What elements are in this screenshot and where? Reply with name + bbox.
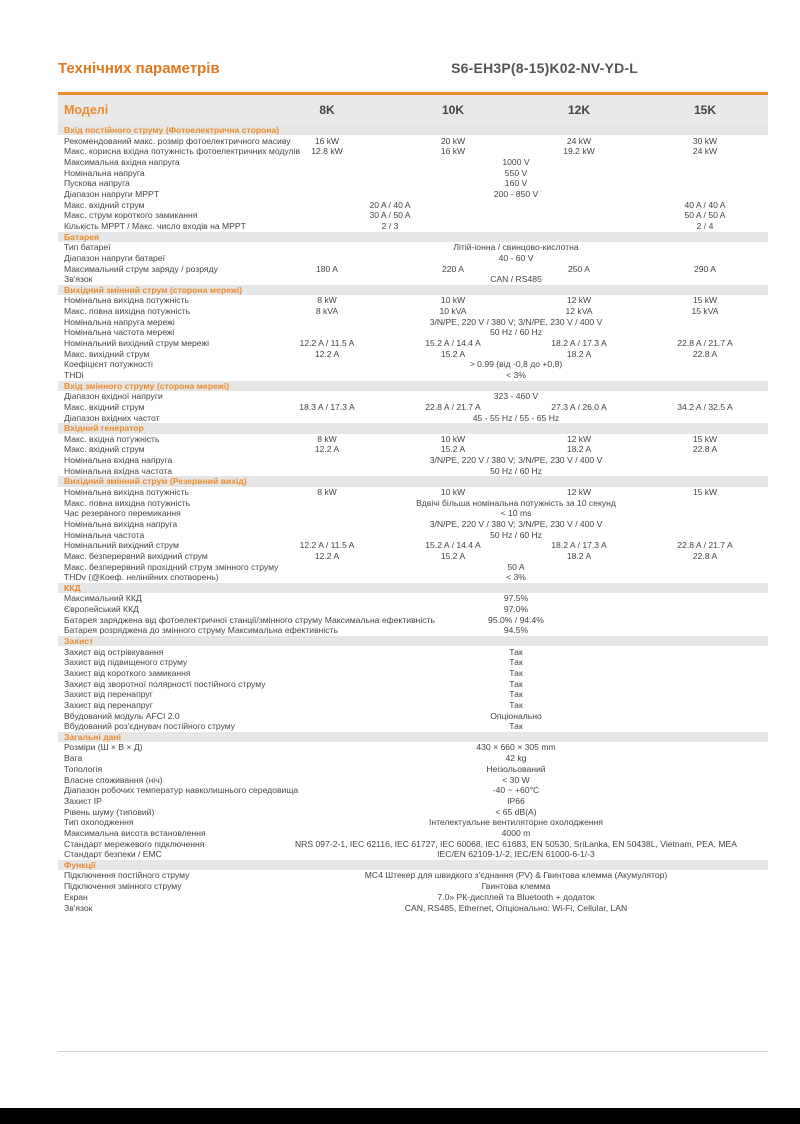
table-row (58, 764, 768, 775)
bottom-bar (0, 1108, 800, 1124)
value-cell: 8 kW (317, 433, 337, 444)
row-label: Розміри (Ш × В × Д) (64, 742, 143, 753)
value-cell: 15 kW (692, 486, 718, 497)
row-label: Пускова напруга (64, 178, 130, 189)
table-row (58, 892, 768, 903)
row-label: Європейський ККД (64, 604, 139, 615)
value-cell-all-models: Так (509, 689, 523, 700)
row-label: Діапазон напруги батареї (64, 252, 165, 263)
value-cell: 15.2 A / 14.4 A (425, 540, 481, 551)
section-header-row (58, 125, 768, 135)
value-cell-all-models: Так (509, 646, 523, 657)
value-cell: 18.2 A (566, 348, 592, 359)
table-row (58, 529, 768, 540)
value-cell: 27.3 A / 26.0 A (551, 401, 607, 412)
table-row (58, 178, 768, 189)
table-row (58, 604, 768, 615)
table-row (58, 221, 768, 232)
table-row (58, 391, 768, 402)
value-cell-8k-12k: 30 A / 50 A (369, 210, 411, 221)
value-cell: 16 kW (314, 135, 340, 146)
value-cell: 12.2 A (314, 444, 340, 455)
value-cell-all-models: < 65 dB(A) (495, 806, 537, 817)
table-row (58, 135, 768, 146)
table-row (58, 167, 768, 178)
table-row (58, 306, 768, 317)
row-label: Захист від короткого замикання (64, 667, 191, 678)
value-cell-all-models: 323 - 460 V (493, 391, 539, 402)
row-label: Час резервного перемикання (64, 508, 181, 519)
row-label: Вбудований модуль AFCI 2.0 (64, 710, 180, 721)
table-row (58, 572, 768, 583)
value-cell: 15 kW (692, 295, 718, 306)
table-row (58, 189, 768, 200)
value-cell: 15.2 A (440, 348, 466, 359)
value-cell: 16 kW (440, 146, 466, 157)
value-cell-all-models: 97.5% (503, 593, 529, 604)
value-cell-all-models: Вдвічі більша номінальна потужність за 10 секунд (416, 497, 616, 508)
row-label: Захист від зворотної полярності постійного струму (64, 678, 266, 689)
value-cell: 290 A (694, 263, 716, 274)
value-cell-all-models: Так (509, 667, 523, 678)
table-row (58, 327, 768, 338)
table-row (58, 317, 768, 328)
section-filler (390, 381, 768, 391)
table-row (58, 497, 768, 508)
value-cell: 180 A (316, 263, 338, 274)
table-row (58, 253, 768, 264)
table-row (58, 455, 768, 466)
row-label: Діапазон вхідних частот (64, 412, 160, 423)
value-cell: 15.2 A / 14.4 A (425, 338, 481, 349)
value-cell-all-models: Так (509, 678, 523, 689)
row-label: Номінальна частота (64, 529, 145, 540)
row-label: Номінальна напруга мережі (64, 316, 175, 327)
value-cell-all-models: 1000 V (502, 156, 530, 167)
table-row (58, 668, 768, 679)
empty-cell (516, 200, 642, 211)
section-header-row (58, 423, 768, 433)
row-label: Максимальна висота встановлення (64, 827, 206, 838)
value-cell: 34.2 A / 32.5 A (677, 401, 733, 412)
section-title: Вихідний змінний струм (сторона мережі) (58, 285, 390, 295)
row-label: Топологія (64, 763, 103, 774)
section-header-row (58, 636, 768, 646)
value-cell-15k: 40 A / 40 A (684, 199, 726, 210)
row-label: Максимальний струм заряду / розряду (64, 263, 218, 274)
value-cell: 10 kW (440, 433, 466, 444)
row-label: Макс. вхідний струм (64, 199, 145, 210)
row-label: Коефіцієнт потужності (64, 359, 153, 370)
table-row (58, 359, 768, 370)
row-label: Номінальна вихідна потужність (64, 486, 190, 497)
value-cell-all-models: 430 × 660 × 305 mm (476, 742, 556, 753)
value-cell-all-models: Неізольований (486, 763, 546, 774)
row-label: Номінальна вихідна потужність (64, 295, 190, 306)
value-cell-all-models: 45 - 55 Hz / 55 - 65 Hz (472, 412, 560, 423)
value-cell-all-models: IEC/EN 62109-1/-2, IEC/EN 61000-6-1/-3 (437, 849, 595, 860)
value-cell: 18.3 A / 17.3 A (299, 401, 355, 412)
row-label: Макс. повна вихідна потужність (64, 497, 191, 508)
table-row (58, 263, 768, 274)
table-row (58, 849, 768, 860)
section-title: Батарея (58, 232, 390, 242)
row-label: Діапазон робочих температур навколишнього середовища (64, 785, 299, 796)
table-row (58, 711, 768, 722)
row-label: Макс. корисна вхідна потужність фотоелектричних модулів (64, 146, 301, 157)
row-label: Вага (64, 753, 83, 764)
row-label: Номінальний вихідний струм (64, 540, 179, 551)
value-cell-all-models: Так (509, 721, 523, 732)
table-row (58, 625, 768, 636)
value-cell-all-models: < 3% (506, 370, 526, 381)
value-cell: 8 kW (317, 295, 337, 306)
row-label: Макс. повна вихідна потужність (64, 305, 191, 316)
value-cell: 22.8 A / 21.7 A (677, 540, 733, 551)
row-label: Номінальна вхідна напруга (64, 455, 173, 466)
value-cell: 24 kW (692, 146, 718, 157)
row-label: Рекомендований макс. розмір фотоелектричного масиву (64, 135, 291, 146)
table-row (58, 700, 768, 711)
value-cell-all-models: 50 Hz / 60 Hz (489, 465, 543, 476)
table-row (58, 806, 768, 817)
value-cell: 15 kVA (691, 305, 719, 316)
table-row (58, 742, 768, 753)
document-title: Технічних параметрів (58, 60, 220, 77)
table-row (58, 434, 768, 445)
table-row (58, 902, 768, 913)
value-cell: 12 kVA (565, 305, 593, 316)
table-row (58, 774, 768, 785)
model-header: 10K (390, 94, 516, 126)
value-cell-all-models: Опціонально (490, 710, 542, 721)
row-label: Зв'язок (64, 274, 93, 285)
section-header-row (58, 583, 768, 593)
row-label: Макс. безперервний прохідний струм змінного струму (64, 561, 279, 572)
spec-table (58, 92, 768, 913)
title-row (58, 60, 768, 82)
value-cell: 18.2 A (566, 550, 592, 561)
value-cell-all-models: Так (509, 657, 523, 668)
value-cell: 22.8 A (692, 444, 718, 455)
row-label: Стандарт безпеки / EMC (64, 849, 162, 860)
value-cell: 24 kW (566, 135, 592, 146)
value-cell: 20 kW (440, 135, 466, 146)
value-cell-15k: 2 / 4 (696, 221, 714, 232)
table-row (58, 657, 768, 668)
table-row (58, 338, 768, 349)
value-cell-15k: 50 A / 50 A (684, 210, 726, 221)
table-row (58, 466, 768, 477)
table-row (58, 274, 768, 285)
section-title: Загальні дані (58, 732, 390, 742)
table-row (58, 817, 768, 828)
value-cell: 10 kW (440, 295, 466, 306)
row-label: Екран (64, 891, 88, 902)
table-row (58, 412, 768, 423)
section-header-row (58, 476, 768, 486)
section-filler (390, 232, 768, 242)
table-header-row (58, 94, 768, 126)
value-cell-all-models: 7.0» РК-дисплей та Bluetooth + додаток (437, 891, 595, 902)
table-row (58, 295, 768, 306)
value-cell-all-models: Гвинтова клемма (481, 881, 551, 892)
value-cell: 18.2 A / 17.3 A (551, 540, 607, 551)
value-cell: 12 kW (566, 295, 592, 306)
table-row (58, 370, 768, 381)
row-label: Тип батареї (64, 242, 111, 253)
row-label: Номінальна вхідна частота (64, 465, 173, 476)
row-label: Захист від перенапруг (64, 689, 153, 700)
value-cell: 18.2 A / 17.3 A (551, 338, 607, 349)
section-title: Вхідний генератор (58, 423, 390, 433)
value-cell-8k-12k: 2 / 3 (381, 221, 399, 232)
value-cell: 12.2 A (314, 348, 340, 359)
value-cell-all-models: 40 - 60 V (498, 252, 534, 263)
row-label: Вбудований роз'єднувач постійного струму (64, 721, 236, 732)
value-cell-all-models: 200 - 850 V (493, 188, 539, 199)
section-filler (390, 732, 768, 742)
table-row (58, 646, 768, 657)
value-cell-all-models: 97.0% (503, 604, 529, 615)
value-cell-all-models: 3/N/PE, 220 V / 380 V; 3/N/PE, 230 V / 400 V (429, 316, 603, 327)
value-cell-all-models: 4000 m (501, 827, 531, 838)
value-cell: 22.8 A / 21.7 A (425, 401, 481, 412)
row-label: THDi (64, 370, 84, 381)
row-label: Підключення змінного струму (64, 881, 182, 892)
models-header-label: Моделі (58, 94, 264, 126)
value-cell-all-models: Так (509, 700, 523, 711)
table-row (58, 796, 768, 807)
table-row (58, 785, 768, 796)
value-cell: 15 kW (692, 433, 718, 444)
value-cell-all-models: < 3% (506, 572, 526, 583)
divider (58, 1051, 768, 1052)
table-row (58, 519, 768, 530)
value-cell: 15.2 A (440, 444, 466, 455)
row-label: Батарея розряджена до змінного струму Максимальна ефективність (64, 625, 339, 636)
row-label: Номінальна напруга (64, 167, 145, 178)
section-header-row (58, 232, 768, 242)
value-cell: 22.8 A (692, 348, 718, 359)
value-cell-all-models: 50 A (507, 561, 525, 572)
section-title: Функції (58, 860, 390, 870)
row-label: Макс. безперервний вихідний струм (64, 550, 208, 561)
model-header: 12K (516, 94, 642, 126)
row-label: Батарея заряджена від фотоелектричної станції/змінного струму Максимальна ефективність (64, 614, 436, 625)
value-cell: 10 kVA (439, 305, 467, 316)
row-label: Кількість MPPT / Макс. число входів на MPPT (64, 221, 246, 232)
value-cell-all-models: 42 kg (505, 753, 527, 764)
value-cell: 12.2 A / 11.5 A (299, 338, 355, 349)
row-label: Рівень шуму (типовий) (64, 806, 155, 817)
row-label: Захист від підвищеного струму (64, 657, 188, 668)
row-label: Максимальна вхідна напруга (64, 156, 180, 167)
section-header-row (58, 381, 768, 391)
section-filler (390, 476, 768, 486)
table-row (58, 721, 768, 732)
table-row (58, 551, 768, 562)
row-label: Захист від перенапруг (64, 700, 153, 711)
section-header-row (58, 732, 768, 742)
value-cell: 18.2 A (566, 444, 592, 455)
table-row (58, 210, 768, 221)
section-filler (390, 583, 768, 593)
section-filler (390, 423, 768, 433)
row-label: Макс. вхідний струм (64, 401, 145, 412)
table-row (58, 508, 768, 519)
value-cell: 22.8 A (692, 550, 718, 561)
table-row (58, 689, 768, 700)
table-row (58, 402, 768, 413)
value-cell-all-models: 550 V (504, 167, 528, 178)
value-cell: 220 A (442, 263, 464, 274)
row-label: Зв'язок (64, 902, 93, 913)
table-row (58, 349, 768, 360)
value-cell: 12 kW (566, 433, 592, 444)
table-row (58, 679, 768, 690)
value-cell: 250 A (568, 263, 590, 274)
value-cell-all-models: < 10 ms (500, 508, 532, 519)
value-cell-all-models: > 0.99 (від -0,8 до +0,8) (469, 359, 563, 370)
value-cell: 15.2 A (440, 550, 466, 561)
section-filler (390, 860, 768, 870)
row-label: Макс. струм короткого замикання (64, 210, 198, 221)
value-cell-all-models: < 30 W (502, 774, 530, 785)
row-label: Захист від острівкування (64, 646, 164, 657)
section-title: Вихідний змінний струм (Резервний вихід) (58, 476, 390, 486)
section-filler (390, 285, 768, 295)
row-label: Діапазон вхідної напруги (64, 391, 163, 402)
value-cell-all-models: 160 V (504, 178, 528, 189)
model-header: 15K (642, 94, 768, 126)
row-label: Захист IP (64, 795, 102, 806)
value-cell-all-models: 94.5% (503, 625, 529, 636)
value-cell: 8 kVA (315, 305, 339, 316)
empty-cell (516, 221, 642, 232)
table-row (58, 593, 768, 604)
value-cell: 12.2 A / 11.5 A (299, 540, 355, 551)
section-title: ККД (58, 583, 390, 593)
row-label: Максимальний ККД (64, 593, 142, 604)
row-label: Власне споживання (ніч) (64, 774, 163, 785)
row-label: Макс. вихідний струм (64, 348, 150, 359)
row-label: Стандарт мережевого підключення (64, 838, 205, 849)
table-row (58, 839, 768, 850)
value-cell-all-models: CAN / RS485 (490, 274, 542, 285)
value-cell-all-models: 50 Hz / 60 Hz (489, 327, 543, 338)
model-header: 8K (264, 94, 390, 126)
table-row (58, 870, 768, 881)
value-cell-all-models: IP66 (507, 795, 525, 806)
section-title: Вхід змінного струму (сторона мережі) (58, 381, 390, 391)
value-cell: 8 kW (317, 486, 337, 497)
value-cell: 12 kW (566, 486, 592, 497)
row-label: Діапазон напруги MPPT (64, 188, 159, 199)
value-cell-all-models: Літій-іонна / свинцово-кислотна (453, 242, 579, 253)
section-filler (390, 125, 768, 135)
row-label: THDv (@Коеф. нелінійних спотворень) (64, 572, 219, 583)
value-cell-all-models: Інтелектуальне вентиляторне охолодження (428, 817, 604, 828)
table-row (58, 615, 768, 626)
table-row (58, 157, 768, 168)
value-cell-all-models: -40 ~ +60°C (492, 785, 540, 796)
row-label: Макс. вхідна потужність (64, 433, 160, 444)
value-cell: 12.8 kW (311, 146, 343, 157)
value-cell-8k-12k: 20 A / 40 A (369, 199, 411, 210)
table-row (58, 562, 768, 573)
value-cell-all-models: MC4 Штекер для швидкого з'єднання (PV) & Гвинтова клемма (Акумулятор) (364, 870, 668, 881)
value-cell-all-models: CAN, RS485, Ethernet, Опціонально: Wi-Fi, Cellular, LAN (404, 902, 628, 913)
value-cell-all-models: 3/N/PE, 220 V / 380 V; 3/N/PE, 230 V / 400 V (429, 518, 603, 529)
section-title: Вхід постійного струму (Фотоелектрична сторона) (58, 125, 390, 135)
value-cell: 30 kW (692, 135, 718, 146)
value-cell-all-models: 3/N/PE, 220 V / 380 V; 3/N/PE, 230 V / 400 V (429, 455, 603, 466)
value-cell-all-models: 50 Hz / 60 Hz (489, 529, 543, 540)
section-filler (390, 636, 768, 646)
value-cell-all-models: 95.0% / 94.4% (488, 614, 544, 625)
row-label: Номінальна вихідна напруга (64, 518, 178, 529)
empty-cell (516, 210, 642, 221)
section-title: Захист (58, 636, 390, 646)
row-label: Тип охолодження (64, 817, 134, 828)
table-row (58, 540, 768, 551)
value-cell: 22.8 A / 21.7 A (677, 338, 733, 349)
row-label: Номінальний вихідний струм мережі (64, 338, 210, 349)
value-cell-all-models: NRS 097-2-1, IEC 62116, IEC 61727, IEC 60068, IEC 61683, EN 50530, SriLanka, EN 50438L, Vietnam, PEA, MEA (294, 838, 738, 849)
table-row (58, 146, 768, 157)
value-cell: 19.2 kW (563, 146, 595, 157)
table-row (58, 881, 768, 892)
section-header-row (58, 285, 768, 295)
row-label: Макс. вхідний струм (64, 444, 145, 455)
section-header-row (58, 860, 768, 870)
table-row (58, 753, 768, 764)
value-cell: 10 kW (440, 486, 466, 497)
table-row (58, 828, 768, 839)
table-row (58, 444, 768, 455)
model-series: S6-EH3P(8-15)K02-NV-YD-L (451, 60, 638, 76)
row-label: Підключення постійного струму (64, 870, 190, 881)
table-row (58, 487, 768, 498)
value-cell: 12.2 A (314, 550, 340, 561)
row-label: Номінальна частота мережі (64, 327, 175, 338)
table-row (58, 200, 768, 211)
table-row (58, 242, 768, 253)
